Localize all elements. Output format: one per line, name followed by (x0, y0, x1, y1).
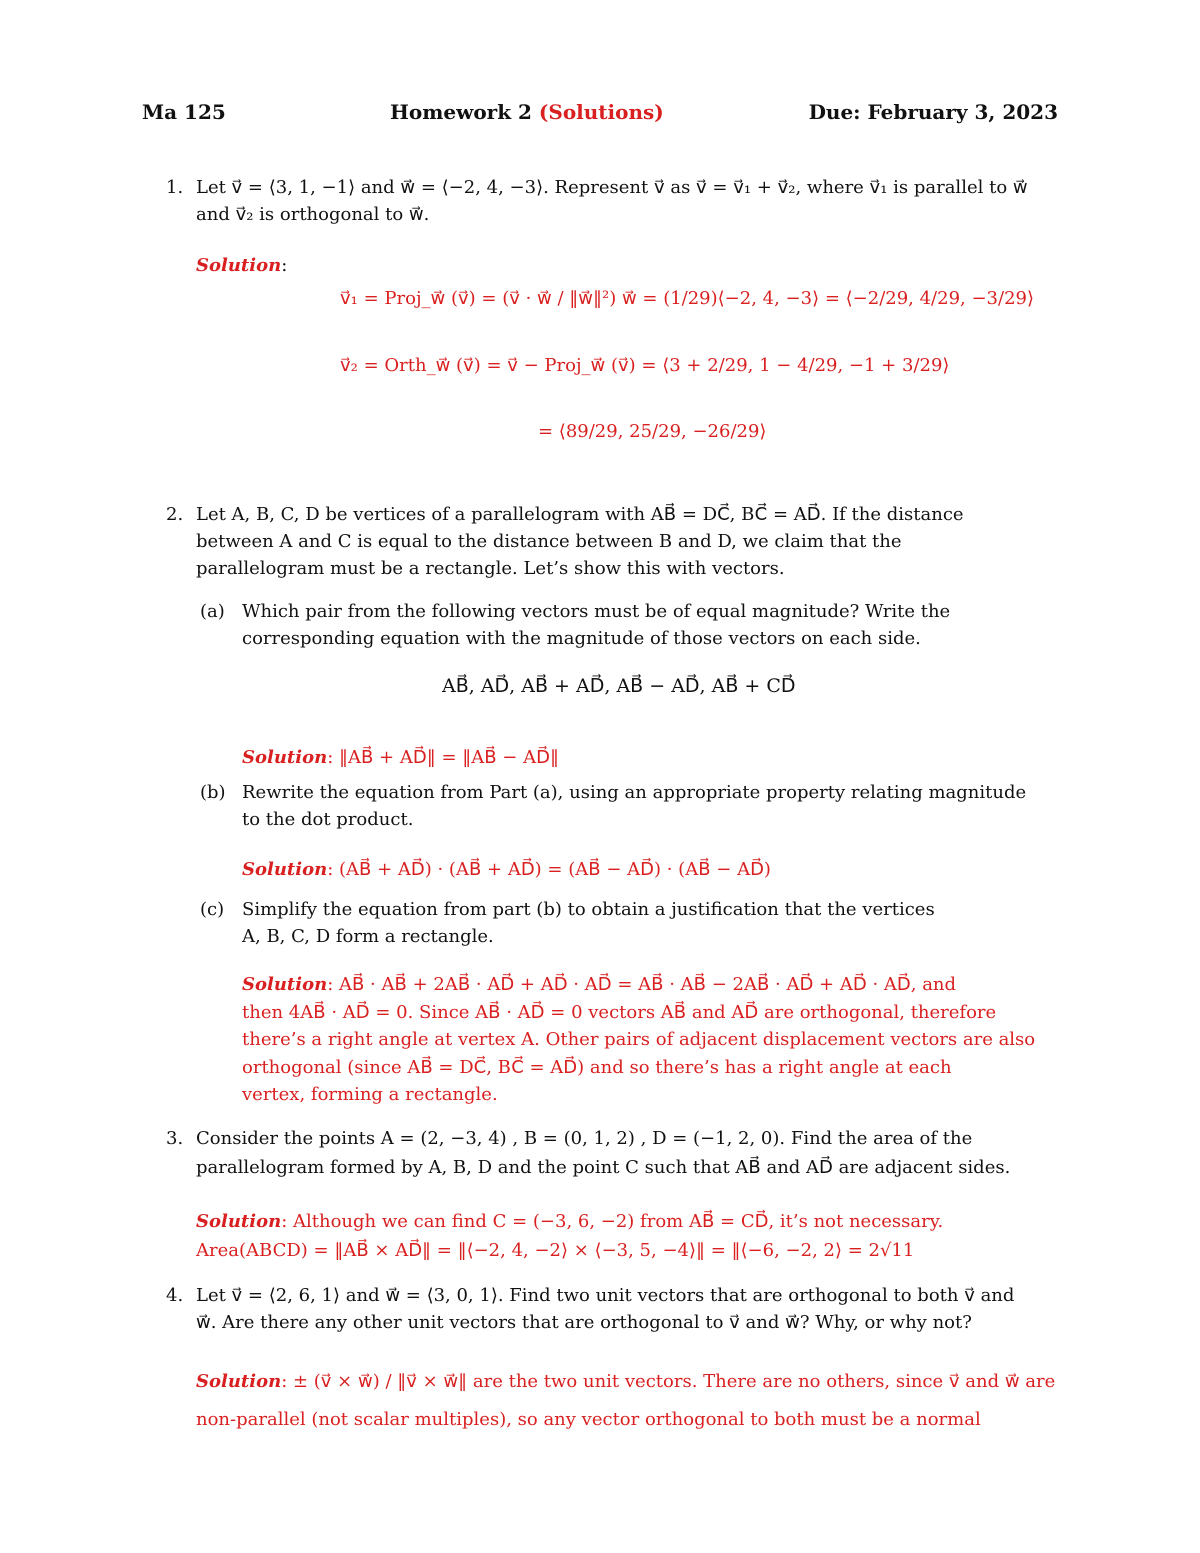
problem-2-text-line1: Let A, B, C, D be vertices of a parallelogram with AB⃗ = DC⃗, BC⃗ = AD⃗. If the distance (196, 504, 964, 525)
part-c-text-line1: Simplify the equation from part (b) to obtain a justification that the vertices (242, 899, 935, 920)
part-b-text-line2: to the dot product. (242, 809, 414, 830)
problem-1-text-line2: and v⃗₂ is orthogonal to w⃗. (196, 204, 430, 225)
part-a-vector-list: AB⃗, AD⃗, AB⃗ + AD⃗, AB⃗ − AD⃗, AB⃗ + CD⃗ (442, 675, 796, 697)
problem-1-number: 1. (166, 177, 184, 198)
part-c-solution-line1: Solution: AB⃗ · AB⃗ + 2AB⃗ · AD⃗ + AD⃗ · AD⃗ = AB⃗ · AB⃗ − 2AB⃗ · AD⃗ + AD⃗ · AD⃗, and (242, 974, 957, 995)
problem-1-eq-v2: v⃗₂ = Orth_w⃗ (v⃗) = v⃗ − Proj_w⃗ (v⃗) = ⟨3 + 2/29, 1 − 4/29, −1 + 3/29⟩ (340, 355, 950, 376)
problem-1-text-line1: Let v⃗ = ⟨3, 1, −1⟩ and w⃗ = ⟨−2, 4, −3⟩. Represent v⃗ as v⃗ = v⃗₁ + v⃗₂, where v⃗₁ is parallel to w⃗ (196, 177, 1028, 198)
due-date: Due: February 3, 2023 (808, 100, 1058, 124)
part-c-solution-line4: orthogonal (since AB⃗ = DC⃗, BC⃗ = AD⃗) and so there’s has a right angle at each (242, 1057, 952, 1078)
problem-3-solution-line1: Solution: Although we can find C = (−3, 6, −2) from AB⃗ = CD⃗, it’s not necessary. (196, 1211, 944, 1232)
problem-4-text-line2: w⃗. Are there any other unit vectors that are orthogonal to v⃗ and w⃗? Why, or why not? (196, 1312, 972, 1333)
part-b-label: (b) (200, 782, 226, 803)
part-c-text-line2: A, B, C, D form a rectangle. (242, 926, 494, 947)
problem-3-number: 3. (166, 1128, 184, 1149)
part-c-solution-line2: then 4AB⃗ · AD⃗ = 0. Since AB⃗ · AD⃗ = 0 vectors AB⃗ and AD⃗ are orthogonal, therefore (242, 1002, 997, 1023)
part-c-solution-line3: there’s a right angle at vertex A. Other pairs of adjacent displacement vectors are also (242, 1029, 1036, 1050)
part-c-label: (c) (200, 899, 225, 920)
part-a-solution: Solution: ‖AB⃗ + AD⃗‖ = ‖AB⃗ − AD⃗‖ (242, 747, 559, 768)
part-a-label: (a) (200, 601, 225, 622)
problem-2-text-line3: parallelogram must be a rectangle. Let’s show this with vectors. (196, 558, 785, 579)
problem-2-number: 2. (166, 504, 184, 525)
part-a-text-line1: Which pair from the following vectors must be of equal magnitude? Write the (242, 601, 951, 622)
problem-4-number: 4. (166, 1285, 184, 1306)
part-a-text-line2: corresponding equation with the magnitude of those vectors on each side. (242, 628, 921, 649)
problem-1-eq-v2-result: = ⟨89/29, 25/29, −26/29⟩ (538, 421, 767, 442)
problem-1-solution-label: Solution: (196, 255, 288, 276)
problem-3-text-line1: Consider the points A = (2, −3, 4) , B = (0, 1, 2) , D = (−1, 2, 0). Find the area of the (196, 1128, 973, 1149)
problem-2-text-line2: between A and C is equal to the distance between B and D, we claim that the (196, 531, 902, 552)
document-title: Homework 2 (Solutions) (390, 100, 664, 124)
problem-4-text-line1: Let v⃗ = ⟨2, 6, 1⟩ and w⃗ = ⟨3, 0, 1⟩. Find two unit vectors that are orthogonal to both v⃗ and (196, 1285, 1015, 1306)
course-label: Ma 125 (142, 100, 226, 124)
solutions-tag: (Solutions) (538, 100, 664, 124)
problem-1-eq-v1: v⃗₁ = Proj_w⃗ (v⃗) = (v⃗ · w⃗ / ‖w⃗‖²) w⃗ = (1/29)⟨−2, 4, −3⟩ = ⟨−2/29, 4/29, −3/29⟩ (340, 288, 1034, 309)
part-b-text-line1: Rewrite the equation from Part (a), using an appropriate property relating magnitude (242, 782, 1027, 803)
problem-3-solution-line2: Area(ABCD) = ‖AB⃗ × AD⃗‖ = ‖⟨−2, 4, −2⟩ × ⟨−3, 5, −4⟩‖ = ‖⟨−6, −2, 2⟩ = 2√11 (196, 1240, 915, 1261)
page-header (142, 100, 1058, 132)
part-c-solution-line5: vertex, forming a rectangle. (242, 1084, 498, 1105)
problem-4-solution-line1: Solution: ± (v⃗ × w⃗) / ‖v⃗ × w⃗‖ are the two unit vectors. There are no others, since v⃗ and w⃗ are (196, 1371, 1056, 1392)
problem-4-solution-line2: non-parallel (not scalar multiples), so any vector orthogonal to both must be a normal (196, 1409, 981, 1430)
part-b-solution: Solution: (AB⃗ + AD⃗) · (AB⃗ + AD⃗) = (AB⃗ − AD⃗) · (AB⃗ − AD⃗) (242, 859, 771, 880)
problem-3-text-line2: parallelogram formed by A, B, D and the point C such that AB⃗ and AD⃗ are adjacent sides. (196, 1157, 1011, 1178)
